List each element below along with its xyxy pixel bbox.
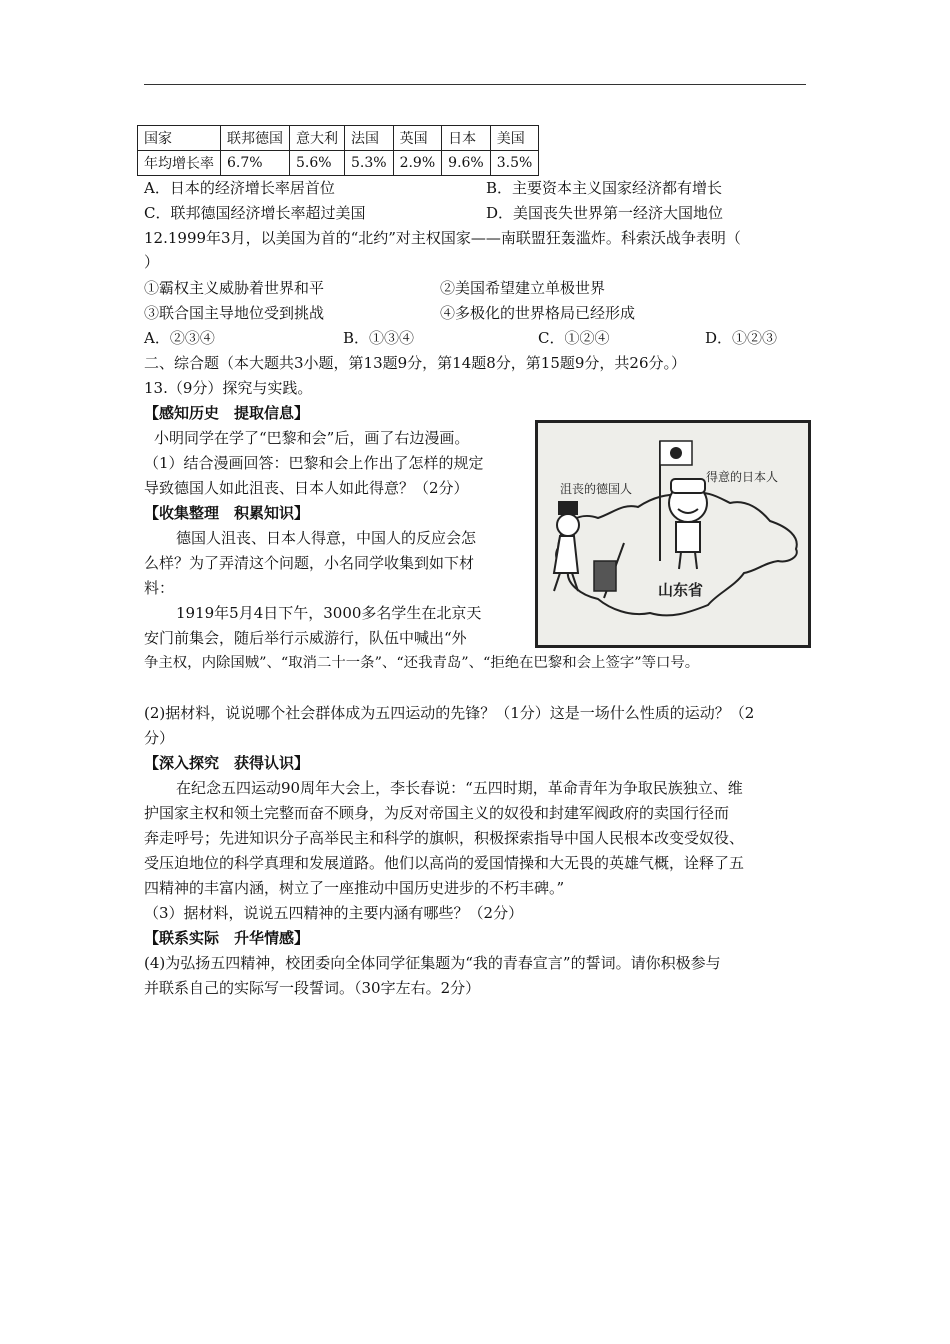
material-2: 受压迫地位的科学真理和发展道路。他们以高尚的爱国情操和大无畏的英雄气概，诠释了五	[144, 854, 745, 872]
table-cell: 6.7%	[221, 151, 290, 176]
table-cell: 意大利	[290, 126, 345, 151]
material-2: 护国家主权和领土完整而奋不顾身，为反对帝国主义的奴役和封建军阀政府的卖国行径而	[144, 804, 730, 822]
table-cell: 3.5%	[490, 151, 539, 176]
paragraph: 小明同学在学了“巴黎和会”后，画了右边漫画。	[154, 429, 470, 447]
question-2-cont: 分）	[144, 729, 175, 747]
table-cell: 联邦德国	[221, 126, 290, 151]
question-2: (2)据材料，说说哪个社会群体成为五四运动的先锋？（1分）这是一场什么性质的运动？（2	[144, 704, 755, 722]
table-cell: 法国	[345, 126, 394, 151]
q12-stem: 12.1999年3月，以美国为首的“北约”对主权国家——南联盟狂轰滥炸。科索沃战争表明（	[144, 229, 741, 247]
cartoon-drawing	[538, 423, 808, 645]
material-2: 奔走呼号；先进知识分子高举民主和科学的旗帜，积极探索指导中国人民根本改变受奴役、	[144, 829, 745, 847]
question-1: （1）结合漫画回答：巴黎和会上作出了怎样的规定	[144, 454, 484, 472]
paris-conference-cartoon	[535, 420, 811, 648]
question-4-cont: 并联系自己的实际写一段誓词。（30字左右。2分）	[144, 979, 481, 997]
question-1-cont: 导致德国人如此沮丧、日本人如此得意？（2分）	[144, 479, 469, 497]
table-row	[138, 151, 539, 176]
q13-title: 13.（9分）探究与实践。	[144, 379, 313, 397]
q12-option-c: C．①②④	[538, 329, 610, 347]
question-3: （3）据材料，说说五四精神的主要内涵有哪些？（2分）	[144, 904, 524, 922]
table-cell: 5.6%	[290, 151, 345, 176]
table-cell: 美国	[490, 126, 539, 151]
material-1: 安门前集会，随后举行示威游行，队伍中喊出“外	[144, 629, 467, 647]
japanese-figure-leg	[695, 552, 697, 569]
paragraph: 德国人沮丧、日本人得意，中国人的反应会怎	[176, 529, 477, 547]
section-heading: 【感知历史 提取信息】	[144, 404, 310, 422]
label-province: 山东省	[658, 581, 704, 599]
material-1: 1919年5月4日下午，3000多名学生在北京天	[176, 604, 482, 622]
question-4: (4)为弘扬五四精神，校团委向全体同学征集题为“我的青春宣言”的誓词。请你积极参与	[144, 954, 721, 972]
table-cell: 5.3%	[345, 151, 394, 176]
section-heading: 【联系实际 升华情感】	[144, 929, 310, 947]
section-title: 二、综合题（本大题共3小题，第13题9分，第14题8分，第15题9分，共26分。）	[144, 354, 687, 372]
paragraph: 料：	[144, 579, 175, 597]
q12-option-b: B．①③④	[343, 329, 415, 347]
q12-statement-2: ②美国希望建立单极世界	[440, 279, 606, 297]
table-cell: 日本	[442, 126, 491, 151]
material-2: 在纪念五四运动90周年大会上，李长春说：“五四时期，革命青年为争取民族独立、维	[176, 779, 743, 797]
german-figure-leg	[554, 573, 560, 591]
material-2: 四精神的丰富内涵，树立了一座推动中国历史进步的不朽丰碑。”	[144, 879, 565, 897]
german-figure-body	[554, 536, 578, 573]
japanese-figure-hat	[671, 479, 705, 493]
q11-option-c: C．联邦德国经济增长率超过美国	[144, 204, 366, 222]
flag-sun	[670, 447, 682, 459]
header-rule	[144, 84, 806, 85]
growth-rate-table	[137, 125, 539, 176]
german-figure-head	[557, 514, 579, 536]
table-cell: 2.9%	[393, 151, 442, 176]
q12-option-a: A．②③④	[144, 329, 215, 347]
q12-statement-1: ①霸权主义威胁着世界和平	[144, 279, 325, 297]
q12-option-d: D．①②③	[705, 329, 778, 347]
paragraph: 么样？为了弄清这个问题，小名同学收集到如下材	[144, 554, 475, 572]
q11-option-a: A．日本的经济增长率居首位	[144, 179, 335, 197]
q12-statement-3: ③联合国主导地位受到挑战	[144, 304, 325, 322]
table-cell: 英国	[393, 126, 442, 151]
german-flag	[594, 561, 616, 591]
label-german: 沮丧的德国人	[560, 482, 633, 496]
table-row	[138, 126, 539, 151]
german-figure-hat	[558, 501, 578, 515]
section-heading: 【深入探究 获得认识】	[144, 754, 310, 772]
q11-option-b: B．主要资本主义国家经济都有增长	[486, 179, 723, 197]
table-cell: 国家	[138, 126, 221, 151]
section-heading: 【收集整理 积累知识】	[144, 504, 310, 522]
q12-statement-4: ④多极化的世界格局已经形成	[440, 304, 636, 322]
label-japanese: 得意的日本人	[706, 470, 779, 484]
material-1: 争主权，内除国贼”、“取消二十一条”、“还我青岛”、“拒绝在巴黎和会上签字”等口号。	[144, 655, 700, 671]
table-cell: 9.6%	[442, 151, 491, 176]
q11-option-d: D．美国丧失世界第一经济大国地位	[486, 204, 724, 222]
q12-stem-cont: ）	[144, 253, 160, 271]
japanese-figure-body	[676, 522, 700, 552]
japanese-figure-leg	[679, 552, 681, 569]
table-cell: 年均增长率	[138, 151, 221, 176]
